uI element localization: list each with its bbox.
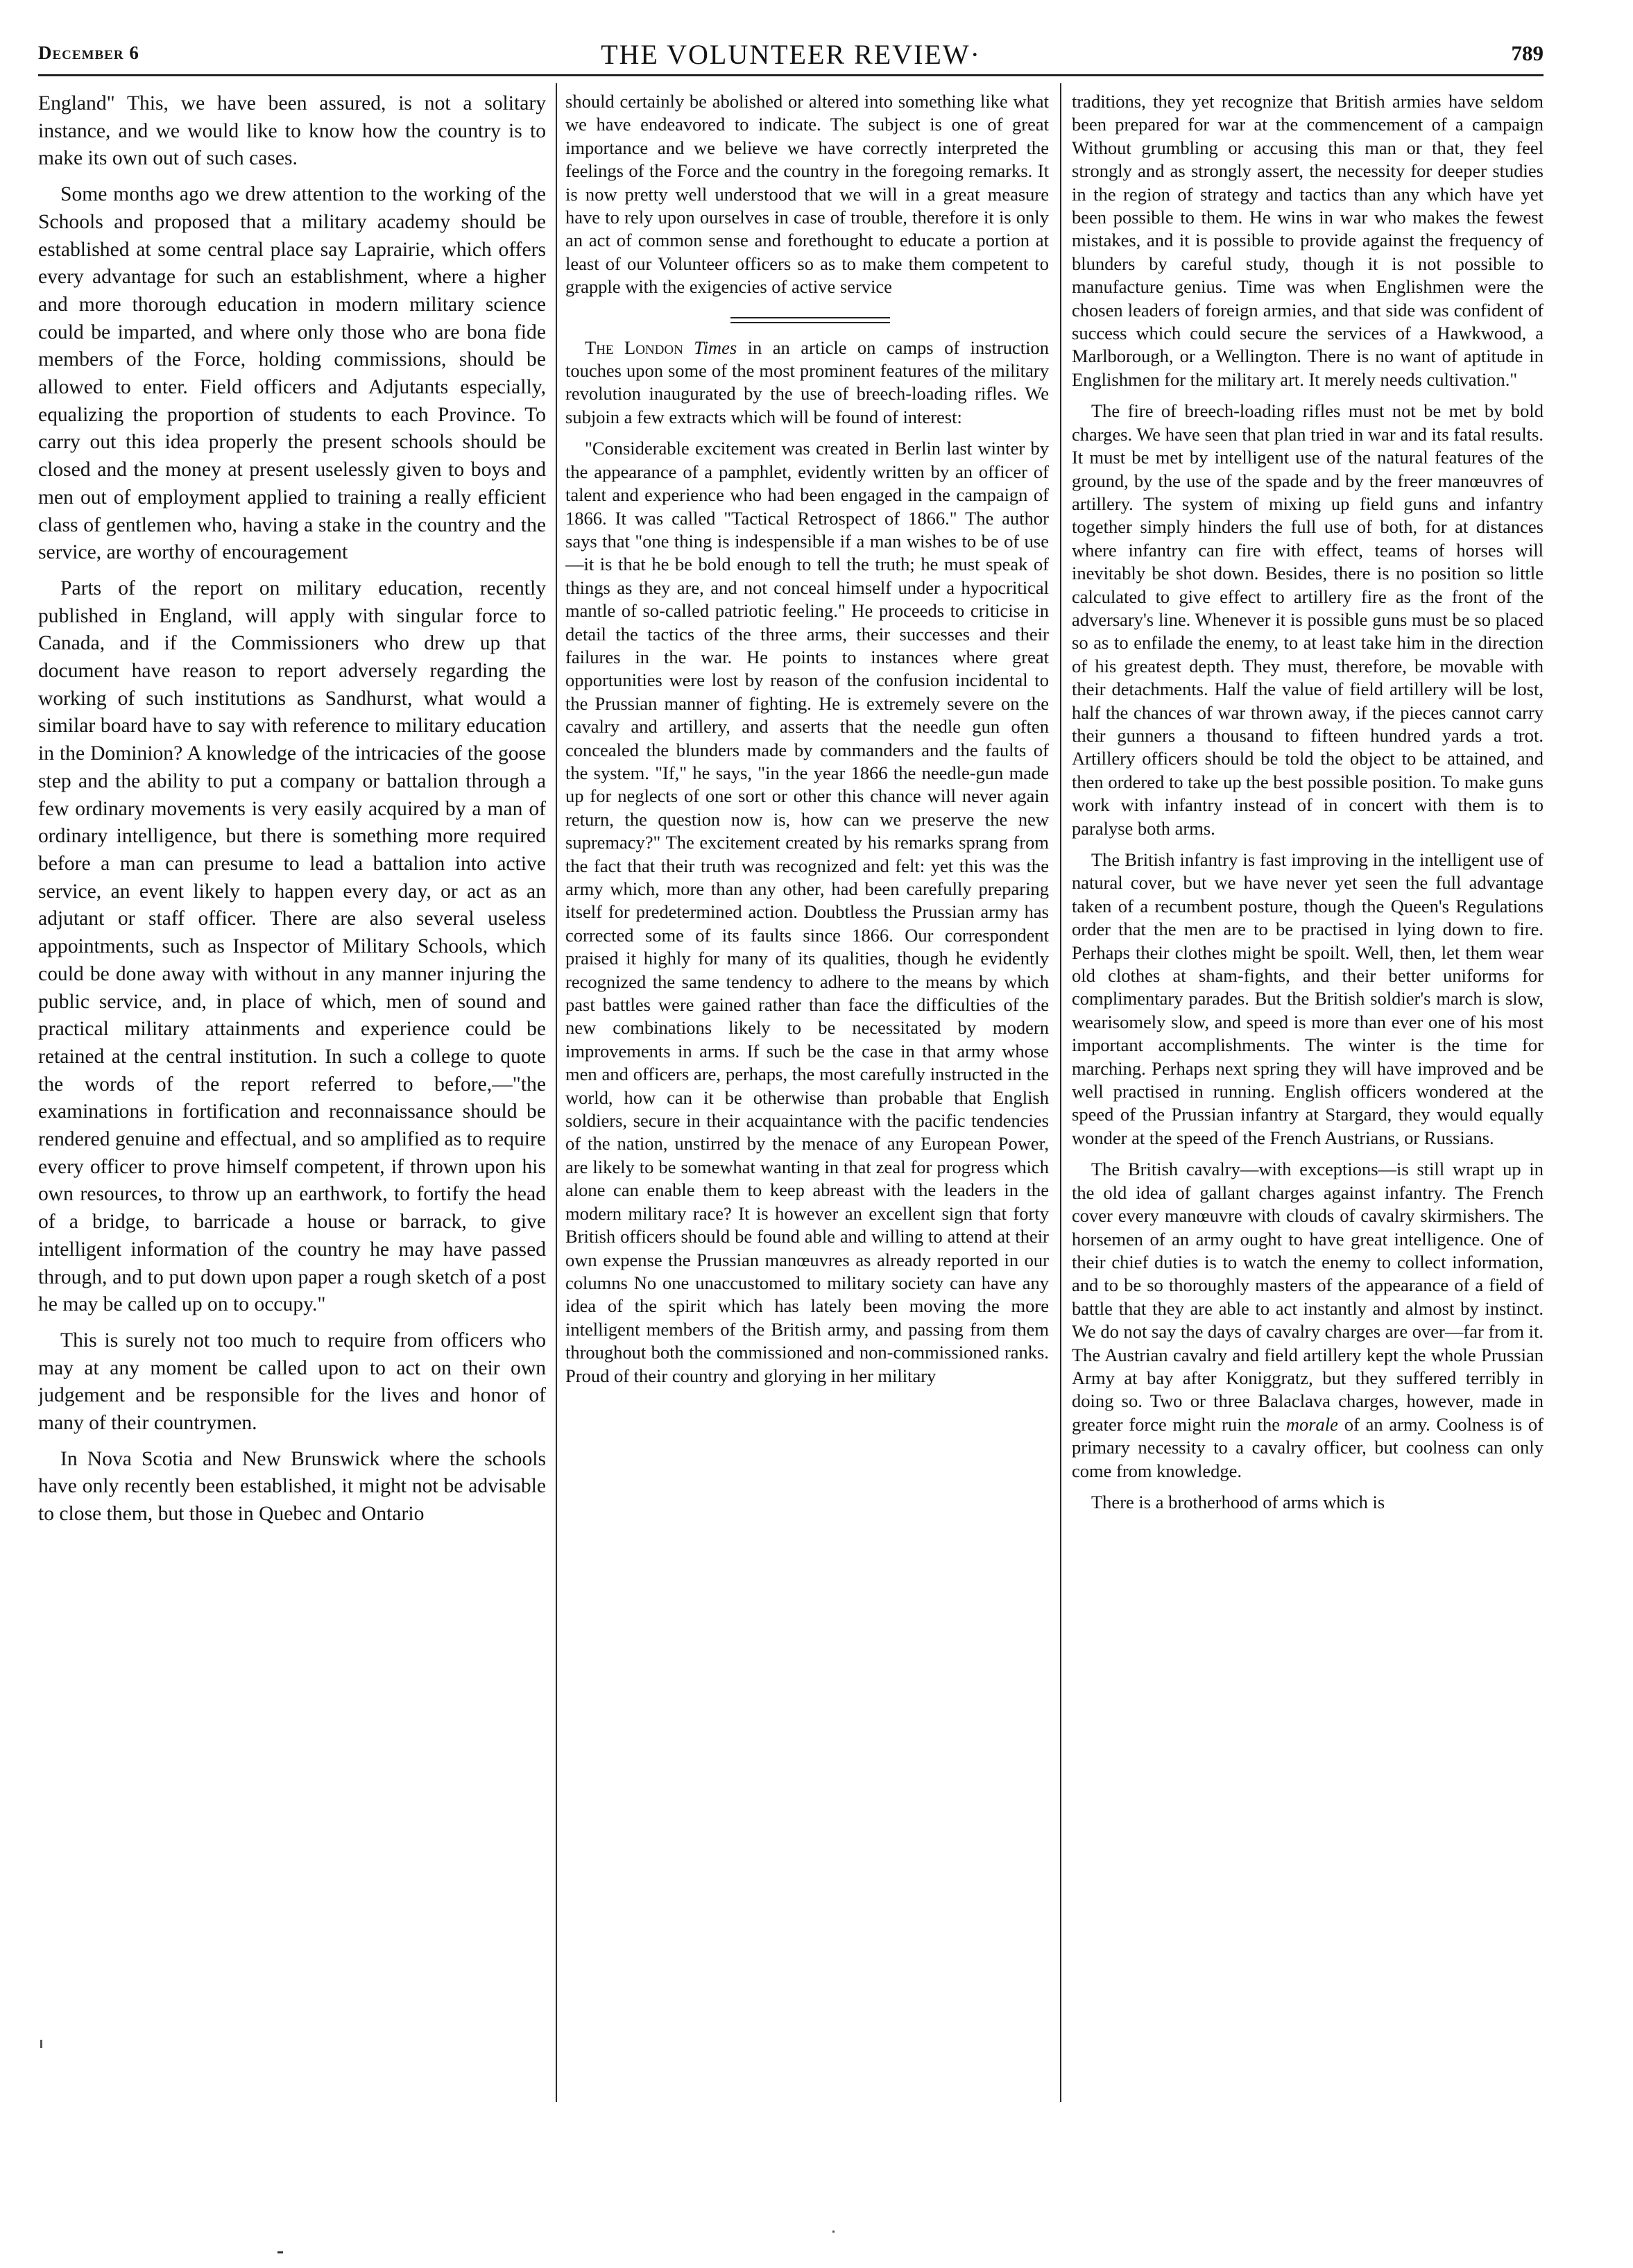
paragraph: traditions, they yet recognize that British armies have seldom been prepared for war at the commencement of a campaign Without grumbling or accusing this man or that, they feel strongly and as strongly assert, the necessity for deeper studies in the region of strategy and tactics than any which have yet been possible to them. He wins in war who makes the fewest mistakes, and it is possible to provide against the frequency of blunders by careful study, though it is not possible to manufacture genius. Time was when Englishmen were the chosen leaders of foreign armies, and that side was confident of success which could secure the services of a Hawkwood, a Marlborough, or a Wellington. There is no want of aptitude in Englishmen for the military art. It merely needs cultivation."	[1072, 91, 1544, 390]
paragraph	[565, 336, 1049, 429]
print-speck	[40, 2040, 42, 2048]
paragraph	[1072, 1158, 1544, 1483]
paragraph: England" This, we have been assured, is not a solitary instance, and we would like to know how the country is to make its own out of such cases.	[38, 92, 546, 170]
paragraph-text: The British cavalry—with exceptions—is still wrapt up in the old idea of gallant charges against infantry. The French cover every manœuvre with clouds of cavalry skirmishers. The horsemen of an army ought to have great intelligence. One of their chief duties is to watch the enemy to collect information, and to be so thoroughly masters of the appearance of a field of battle that they are able to act instantly and almost by instinct. We do not say the days of cavalry charges are over—far from it. The Austrian cavalry and field artillery kept the whole Prussian Army at bay after Koniggratz, but they suffered terribly in doing so. Two or three Balaclava charges, however, made in greater force might ruin the	[1072, 1159, 1544, 1435]
section-divider	[565, 307, 1049, 331]
quoted-extract: "Considerable excitement was created in Berlin last winter by the appearance of a pamphlet, evidently written by an officer of talent and experience who had been engaged in the campaign of 1866. It was called "Tactical Retrospect of 1866." The author says that "one thing is indespensible if a man wishes to be of use—it is that he be bold enough to tell the truth; he must speak of things as they are, and not conceal himself under a hypocritical mantle of so-called patriotic feeling." He proceeds to criticise in detail the tactics of the three arms, their successes and their failures in the war. He points to instances where great opportunities were lost by reason of the confusion incidental to the Prussian manner of fighting. He is extremely severe on the cavalry and artillery, and asserts that the needle gun often concealed the blunders made by commanders and the faults of the system. "If," he says, "in the year 1866 the needle-gun made up for neglects of one sort or other this chance will never again return, the question now is, how can we preserve the new supremacy?" The excitement created by his remarks sprang from the fact that their truth was recognized and felt: yet this was the army which, more than any other, had been carefully preparing itself for predetermined action. Doubtless the Prussian army has corrected some of its faults since 1866. Our correspondent praised it highly for many of its qualities, though he evidently recognized the same tendency to adhere to the means by which past battles were gained rather than face the difficulties of the new combinations likely to be necessitated by modern improvements in arms. If such be the case in that army whose men and officers are, perhaps, the most carefully instructed in the world, how can it be otherwise than probable that English soldiers, secure in their acquaintance with the pacific tendencies of the nation, unstirred by the menace of any European Power, are likely to be somewhat wanting in that zeal for progress which alone can enable them to keep abreast with the leaders in the modern military race? It is however an excellent sign that forty British officers should be found able and willing to attend at their own expense the Prussian manœuvres as already reported in our columns No one unaccustomed to military society can have any idea of the spirit which has lately been moving the more intelligent members of the British army, and passing from them throughout both the commissioned and non-commissioned ranks. Proud of their country and glorying in her military	[565, 438, 1049, 1386]
column-3	[1072, 90, 1544, 1522]
column-rule-1	[556, 83, 557, 2102]
paragraph: should certainly be abolished or altered into something like what we have endeavored to indicate. The subject is one of great importance and we believe we have correctly interpreted the feelings of the Force and the country in the foregoing remarks. It is now pretty well understood that we will in a great measure have to rely upon ourselves in case of trouble, therefore it is only an act of common sense and forethought to educate a portion at least of our Volunteer officers so as to make them competent to grapple with the exigencies of active service	[565, 91, 1049, 298]
print-speck	[832, 2231, 835, 2233]
paragraph-text: of an army. Coolness is of primary necessity to a cavalry officer, but coolness can only come from knowledge.	[1072, 1413, 1544, 1481]
issue-date: December 6	[38, 42, 139, 63]
emphasis-word: morale	[1285, 1413, 1338, 1435]
paragraph: This is surely not too much to require from officers who may at any moment be called upon to act on their own judgement and be responsible for the lives and honor of many of their countrymen.	[38, 1329, 546, 1435]
paragraph: In Nova Scotia and New Brunswick where the schools have only recently been established, it might not be advisable to close them, but those in Quebec and Ontario	[38, 1447, 546, 1526]
print-speck	[277, 2251, 283, 2253]
column-1	[38, 90, 546, 1537]
publication-title: THE VOLUNTEER REVIEW·	[601, 39, 981, 70]
paragraph: The British infantry is fast improving in the intelligent use of natural cover, but we have never yet seen the full advantage taken of a recumbent posture, though the Queen's Regulations order that the men are to be practised in lying down to fire. Perhaps their clothes might be spoilt. Well, then, let them wear old clothes at sham-fights, and their better uniforms for complimentary parades. But the British soldier's march is slow, wearisomely slow, and speed is more than ever one of his most important accomplishments. The winter is the time for marching. Perhaps next spring they will have improved and be well practised in running. English officers wondered at the speed of the Prussian infantry at Stargard, they would equally wonder at the speed of the French Austrians, or Russians.	[1072, 849, 1544, 1148]
column-2	[565, 90, 1049, 1396]
paragraph-lead: The London	[585, 336, 683, 358]
paragraph: Parts of the report on military education, recently published in England, will apply with singular force to Canada, and if the Commissioners who drew up that document have reason to report adversely regarding the working of such institutions as Sandhurst, what would a similar board have to say with reference to military education in the Dominion? A knowledge of the intricacies of the goose step and the ability to put a company or battalion through a few ordinary movements is very easily acquired by a man of ordinary intelligence, but there is something more required before a man can presume to lead a battalion into active service, an event likely to happen every day, or act as an adjutant or staff officer. There are also several useless appointments, such as Inspector of Military Schools, which could be done away with without in any manner injuring the public service, and, in place of which, men of sound and practical military attainments and experience could be retained at the central institution. In such a college to quote the words of the report referred to before,—"the examinations in fortification and reconnaissance should be rendered genuine and effectual, and so amplified as to require every officer to prove himself competent, if thrown upon his own resources, to throw up an earthwork, to fortify the head of a bridge, to barricade a house or barrack, to give intelligent information of the country he may have passed through, and to put down upon paper a rough sketch of a post he may be called up on to occupy."	[38, 577, 546, 1316]
column-rule-2	[1060, 83, 1061, 2102]
paragraph: Some months ago we drew attention to the working of the Schools and proposed that a military academy should be established at some central place say Laprairie, which offers every advantage for such an establishment, where a higher and more thorough education in modern military science could be imparted, and where only those who are bona fide members of the Force, holding commissions, should be allowed to enter. Field officers and Adjutants especially, equalizing the proportion of students to each Province. To carry out this idea properly the present schools should be closed and the money at present uselessly given to boys and men out of employment applied to training a really efficient class of gentlemen who, having a stake in the country and the service, are worthy of encouragement	[38, 183, 546, 564]
newspaper-name: Times	[694, 336, 737, 358]
paragraph-text: in an article on camps of instruction touches upon some of the most prominent features of the military revolution inaugurated by the use of breech-loading rifles. We subjoin a few extracts which will be found of interest:	[565, 336, 1049, 427]
page-number: 789	[1511, 41, 1544, 65]
header-rule	[38, 74, 1544, 76]
page-header	[38, 38, 1544, 78]
paragraph: The fire of breech-loading rifles must not be met by bold charges. We have seen that plan tried in war and its fatal results. It must be met by intelligent use of the natural features of the ground, by the use of the spade and by the freer manœuvres of artillery. The system of mixing up field guns and infantry together simply hinders the full use of both, for at distances where infantry can fire with effect, teams of horses will inevitably be shot down. Besides, there is no position so little calculated to give effect to artillery fire as the front of the adversary's line. Whenever it is possible guns must be so placed so as to enfilade the enemy, to at least take him in the direction of his greatest depth. They must, therefore, be movable with their detachments. Half the value of field artillery will be lost, half the chances of war thrown away, if the pieces cannot carry their gunners a thousand to fifteen hundred yards a trot. Artillery officers should be told the object to be attained, and then ordered to take up the best possible position. To make guns work with infantry instead of in concert with them is to paralyse both arms.	[1072, 400, 1544, 839]
paragraph: There is a brotherhood of arms which is	[1091, 1491, 1385, 1512]
